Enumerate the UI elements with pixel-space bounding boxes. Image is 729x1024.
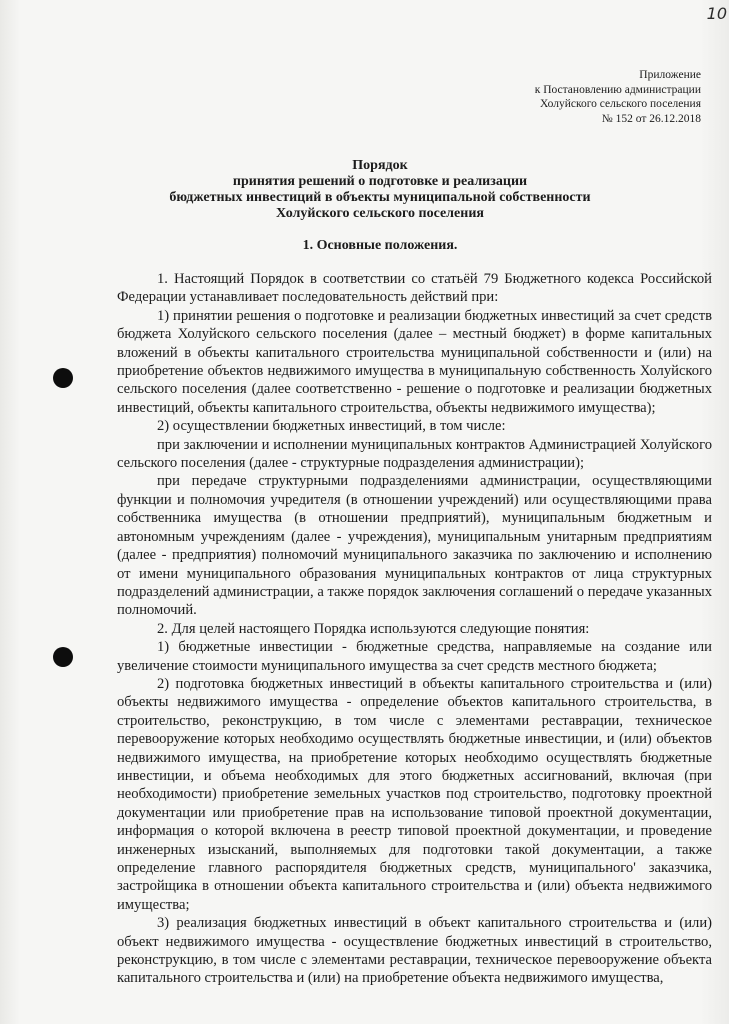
header-line: № 152 от 26.12.2018: [601, 112, 701, 125]
header-line: к Постановлению администрации: [534, 83, 701, 96]
paragraph: при заключении и исполнении муниципальных контрактов Администрацией Холуйского сельского поселения (далее - структурные подразделения администрации);: [117, 436, 712, 472]
punch-hole-top: [53, 368, 73, 388]
paragraph: 1) принятии решения о подготовке и реализации бюджетных инвестиций за счет средств бюджета Холуйского сельского поселения (далее – местный бюджет) в форме капитальных вложений в объекты капитального строительства муниципальной собственности и (или) на приобретение объектов недвижимого имущества в муниципальную собственность Холуйского сельского поселения (далее соответственно - решение о подготовке и реализации бюджетных инвестиций, объекты капитального строительства, объекты недвижимого имущества);: [117, 307, 712, 416]
paragraph: 2) подготовка бюджетных инвестиций в объекты капитального строительства и (или) объекты недвижимого имущества - определение объектов капитального строительства, в строительство, реконструкцию, в том числе с элементами реставрации, техническое перевооружение которых необходимо осуществлять бюджетные инвестиции, и (или) объектов недвижимого имущества, на приобретение которых необходимо осуществлять бюджетные инвестиции, и объема необходимых для этого бюджетных ассигнований, включая (при необходимости) приобретение земельных участков под строительство, подготовку проектной документации или приобретение прав на использование типовой проектной документации, информация о которой включена в реестр типовой проектной документации, и проведение инженерных изысканий, выполняемых для подготовки такой документации, а также определение главного распорядителя бюджетных средств, муниципального' заказчика, застройщика в отношении объекта капитального строительства и (или) объекта недвижимого имущества;: [117, 675, 712, 913]
document-body: [117, 270, 712, 988]
title-line: Порядок: [352, 158, 408, 173]
title-line: бюджетных инвестиций в объекты муниципальной собственности: [169, 190, 591, 205]
paragraph: 2. Для целей настоящего Порядка используются следующие понятия:: [157, 620, 590, 637]
title-line: принятия решений о подготовке и реализации: [232, 174, 528, 189]
header-line: Приложение: [639, 69, 701, 81]
title-line: Холуйского сельского поселения: [276, 206, 484, 221]
punch-hole-bottom: [53, 647, 73, 667]
page-number: 10: [706, 4, 727, 23]
paragraph: при передаче структурными подразделениями администрации, осуществляющими функции и полномочия учредителя (в отношении учреждений) или осуществляющими права собственника имущества (в отношении предприятий), муниципальным бюджетным и автономным учреждениям (далее - учреждения), муниципальным унитарным предприятиям (далее - предприятия) полномочий муниципального заказчика по заключению и исполнению от имени муниципального образования муниципальных контрактов от лица структурных подразделений администрации, а также порядок заключения соглашений о передаче указанных полномочий.: [117, 473, 712, 619]
document-title: [100, 158, 660, 222]
section-heading: 1. Основные положения.: [302, 238, 458, 253]
paragraph: 1. Настоящий Порядок в соответствии со статьёй 79 Бюджетного кодекса Российской Федерации устанавливает последовательность действий при:: [117, 271, 712, 306]
paragraph: 3) реализация бюджетных инвестиций в объект капитального строительства и (или) объект недвижимого имущества - осуществление бюджетных инвестиций в строительство, реконструкцию, в том числе с элементами реставрации, техническое перевооружение объекта капитального строительства и (или) на приобретение объекта недвижимого имущества,: [117, 915, 712, 987]
paragraph: 1) бюджетные инвестиции - бюджетные средства, направляемые на создание или увеличение стоимости муниципального имущества за счет средств местного бюджета;: [117, 639, 712, 674]
header-line: Холуйского сельского поселения: [540, 98, 701, 110]
appendix-header: [535, 68, 701, 126]
paragraph: 2) осуществлении бюджетных инвестиций, в том числе:: [157, 418, 506, 435]
